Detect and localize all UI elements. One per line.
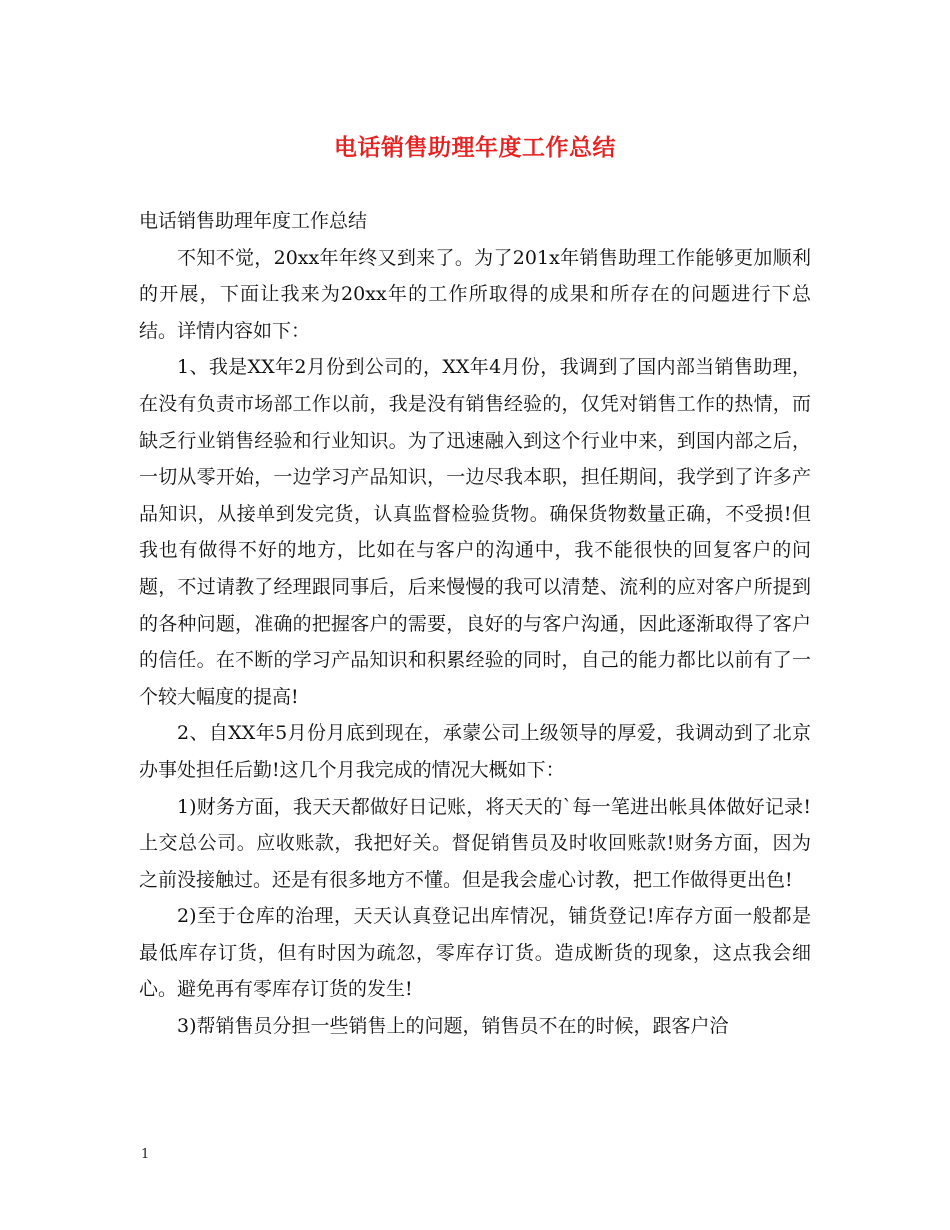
document-body (139, 203, 811, 1045)
paragraph-sales-support: 3)帮销售员分担一些销售上的问题，销售员不在的时候，跟客户洽 (177, 1015, 729, 1038)
paragraph-intro: 不知不觉，20xx年年终又到来了。为了201x年销售助理工作能够更加顺利的开展，下面让我来为20xx年的工作所取得的成果和所存在的问题进行下总结。详情内容如下： (139, 246, 811, 342)
page-number: 1 (141, 1147, 150, 1162)
document-subtitle: 电话销售助理年度工作总结 (139, 210, 368, 232)
document-title: 电话销售助理年度工作总结 (334, 134, 616, 161)
paragraph-item-1: 1、我是XX年2月份到公司的，XX年4月份，我调到了国内部当销售助理，在没有负责市场部工作以前，我是没有销售经验的，仅凭对销售工作的热情，而缺乏行业销售经验和行业知识。为了迅速融入到这个行业中来，到国内部之后，一切从零开始，一边学习产品知识，一边尽我本职，担任期间，我学到了许多产品知识，从接单到发完货，认真监督检验货物。确保货物数量正确，不受损!但我也有做得不好的地方，比如在与客户的沟通中，我不能很快的回复客户的问题，不过请教了经理跟同事后，后来慢慢的我可以清楚、流利的应对客户所提到的各种问题，准确的把握客户的需要，良好的与客户沟通，因此逐渐取得了客户的信任。在不断的学习产品知识和积累经验的同时，自己的能力都比以前有了一个较大幅度的提高! (139, 356, 811, 708)
paragraph-item-2: 2、自XX年5月份月底到现在，承蒙公司上级领导的厚爱，我调动到了北京办事处担任后勤!这几个月我完成的情况大概如下： (139, 722, 811, 781)
paragraph-warehouse: 2)至于仓库的治理，天天认真登记出库情况，铺货登记!库存方面一般都是最低库存订货，但有时因为疏忽，零库存订货。造成断货的现象，这点我会细心。避免再有零库存订货的发生! (139, 905, 811, 1001)
paragraph-finance: 1)财务方面，我天天都做好日记账，将天天的`每一笔进出帐具体做好记录!上交总公司。应收账款，我把好关。督促销售员及时收回账款!财务方面，因为之前没接触过。还是有很多地方不懂。但是我会虚心讨教，把工作做得更出色! (139, 795, 811, 891)
